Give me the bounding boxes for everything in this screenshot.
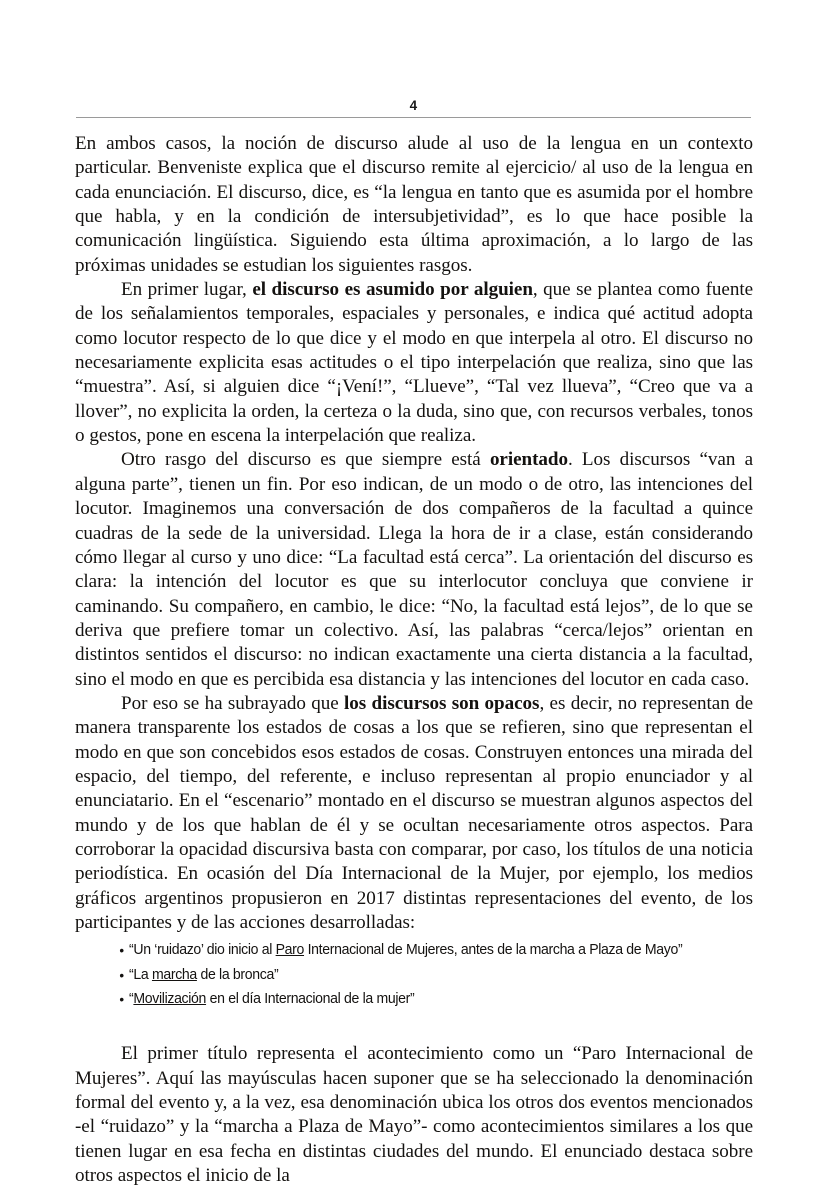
emphasis-bold: el discurso es asumido por alguien — [252, 279, 533, 301]
paragraph — [75, 1042, 753, 1188]
text-run: “La — [129, 966, 152, 983]
text-run: . Los discursos “van a alguna parte”, tienen un fin. Por eso indican, de un modo o de otro, las intenciones del locutor. Imaginemos una conversación de dos compañeros de la facultad a quince cuadras de la sede de la universidad. Llega la hora de ir a clase, están considerando cómo llegar al curso y uno dice: “La facultad está cerca”. La orientación del discurso es clara: la intención del locutor es que su interlocutor concluya que conviene ir caminando. Su compañero, en cambio, le dice: “No, la facultad está lejos”, de lo que se deriva que prefiere tomar un colectivo. Así, las palabras “cerca/lejos” orientan en distintos sentidos el discurso: no indican exactamente una cierta distancia a la facultad, sino el modo en que es percibida esa distancia y las intenciones del locutor en cada caso. — [75, 449, 753, 690]
emphasis-underline: Paro — [275, 942, 305, 959]
paragraph-block-bottom — [75, 1042, 753, 1188]
header-divider — [76, 117, 751, 118]
list-item — [75, 938, 729, 962]
text-run: En ambos casos, la noción de discurso alude al uso de la lengua en un contexto particular. Benveniste explica que el discurso remite al ejercicio/ al uso de la lengua en cada enunciación. El discurso, dice, es “la lengua en tanto que es asumida por el hombre que habla, y en la condición de intersubjetividad”, es lo que hace posible la comunicación lingüística. Siguiendo esta última aproximación, a lo largo de las próximas unidades se estudian los siguientes rasgos. — [75, 133, 753, 276]
page-number: 4 — [409, 98, 418, 113]
text-run: , es decir, no representan de manera transparente los estados de cosas a los que se refieren, sino que representan el modo en que son concebidos esos estados de cosas. Construyen entonces una mirada del espacio, del tiempo, del referente, e incluso representan al propio enunciador y al enunciatario. En el “escenario” montado en el discurso se muestran algunos aspectos del mundo y de los que hablan de él y se ocultan necesariamente otros aspectos. Para corroborar la opacidad discursiva basta con comparar, por caso, los títulos de una noticia periodística. En ocasión del Día Internacional de la Mujer, por ejemplo, los medios gráficos argentinos propusieron en 2017 distintas representaciones del evento, de los participantes y de las acciones desarrolladas: — [75, 692, 753, 933]
text-run: En primer lugar, — [121, 279, 253, 301]
emphasis-bold: orientado — [489, 449, 568, 471]
page-header — [76, 98, 751, 118]
list-paragraph-gap — [75, 1011, 753, 1042]
document-body — [75, 132, 753, 1188]
text-run: “ — [129, 990, 134, 1007]
text-run: “Un ‘ruidazo’ dio inicio al — [129, 942, 276, 959]
paragraph — [75, 448, 753, 691]
emphasis-underline: marcha — [151, 966, 197, 983]
paragraph — [75, 278, 753, 448]
emphasis-bold: los discursos son opacos — [344, 692, 540, 714]
emphasis-underline: Movilización — [133, 990, 207, 1007]
text-run: El primer título representa el acontecimiento como un “Paro Internacional de Mujeres”. Aquí las mayúsculas hacen suponer que se ha seleccionado la denominación formal del evento y, a la vez, esa denominación ubica los otros dos eventos mencionados -el “ruidazo” y la “marcha a Plaza de Mayo”- como acontecimientos similares a los que tienen lugar en esa fecha en distintas ciudades del mundo. El enunciado destaca sobre otros aspectos el inicio de la — [75, 1043, 753, 1186]
list-item — [75, 963, 729, 987]
paragraph — [75, 132, 753, 278]
text-run: Por eso se ha subrayado que — [121, 692, 345, 714]
text-run: Internacional de Mujeres, antes de la marcha a Plaza de Mayo” — [304, 942, 683, 959]
text-run: Otro rasgo del discurso es que siempre está — [121, 449, 490, 471]
paragraph — [75, 692, 753, 935]
paragraph-block-top — [75, 132, 753, 935]
list-item — [75, 987, 729, 1011]
text-run: en el día Internacional de la mujer” — [206, 990, 415, 1007]
headline-list — [75, 938, 753, 1011]
text-run: de la bronca” — [196, 966, 279, 983]
text-run: , que se plantea como fuente de los señalamientos temporales, espaciales y personales, e indica qué actitud adopta como locutor respecto de lo que dice y el modo en que interpela al otro. El discurso no necesariamente explicita esas actitudes o el tipo interpelación que realiza, sino que las “muestra”. Así, si alguien dice “¡Vení!”, “Llueve”, “Tal vez llueva”, “Creo que va a llover”, no explicita la orden, la certeza o la duda, sino que, con recursos verbales, tonos o gestos, pone en escena la interpelación que realiza. — [75, 279, 753, 447]
